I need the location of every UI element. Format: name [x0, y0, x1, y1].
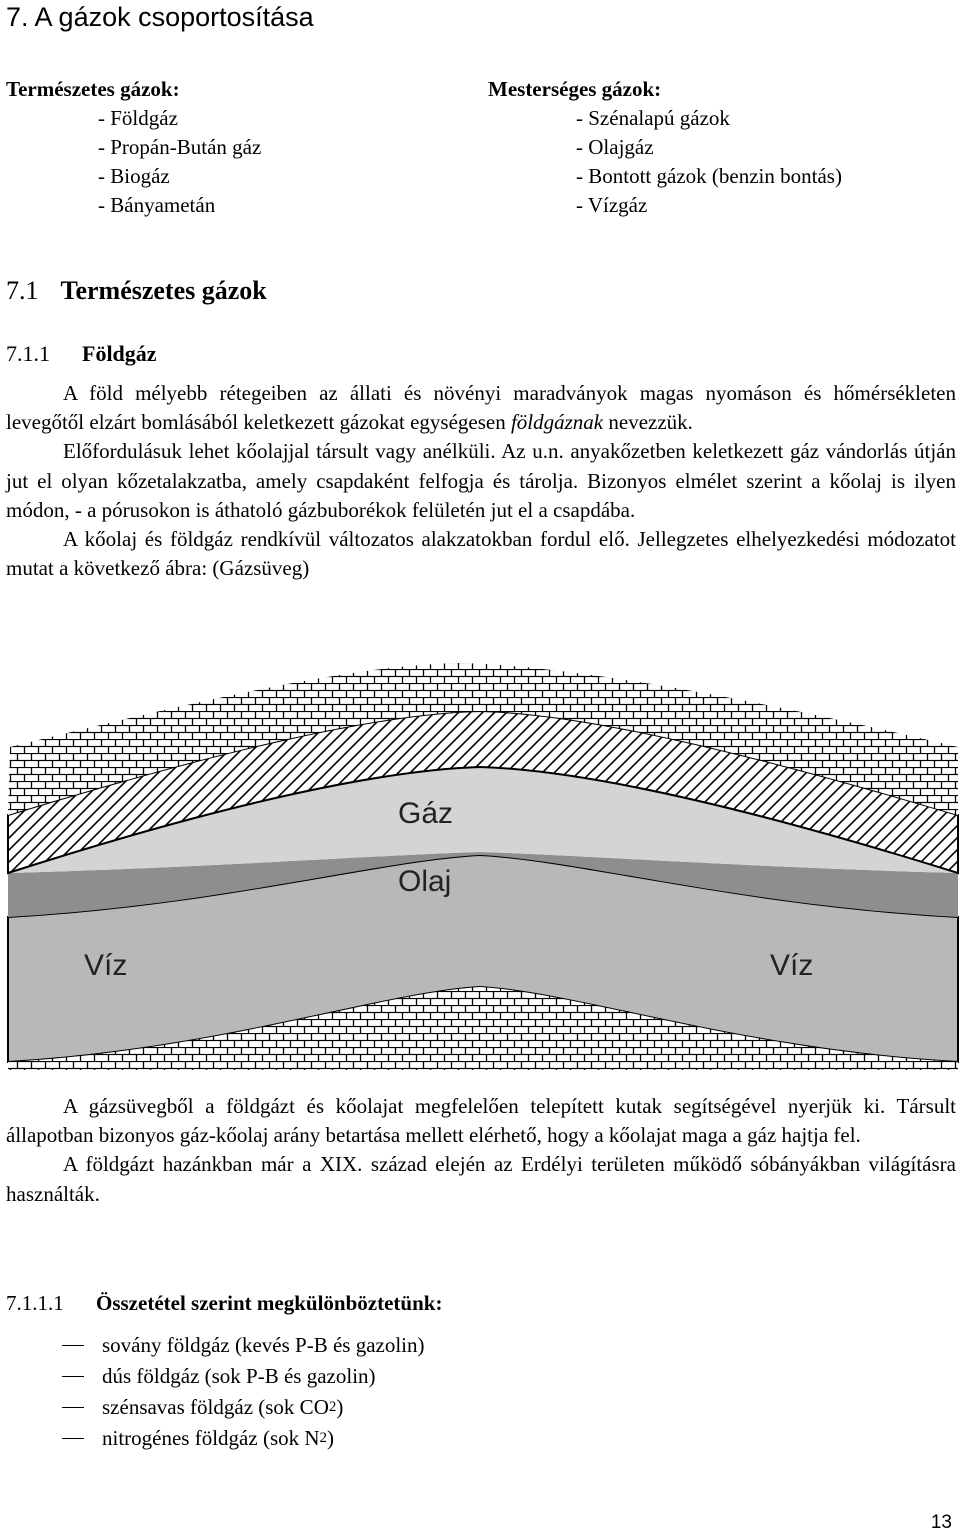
- paragraph-text: A föld mélyebb rétegeiben az állati és növényi maradványok magas nyomáson és hőmérsékleten levegőtől elzárt bomlásából keletkezett gázokat egységesen: [6, 381, 956, 435]
- artificial-gases-list: [576, 104, 842, 220]
- list-item: [62, 1330, 425, 1361]
- list-item: [62, 1361, 425, 1392]
- list-item: - Vízgáz: [576, 193, 648, 217]
- page-heading: 7. A gázok csoportosítása: [6, 2, 314, 32]
- item-text: ): [336, 1395, 344, 1419]
- list-item: - Biogáz: [98, 164, 170, 188]
- natural-gases-title: Természetes gázok:: [6, 77, 180, 101]
- paragraph: Előfordulásuk lehet kőolajjal társult vagy anélküli. Az u.n. anyakőzetben keletkezett gáz vándorlás útján jut el olyan kőzetalakzatba, amely csapdaként felfogja és tárolja. Bizonyos elmélet szerint a kőolaj is ilyen módon, - a pórusokon is áthatoló gázbuborékok felületén jut el a csapdába.: [6, 439, 956, 522]
- list-item: [62, 1423, 425, 1454]
- natural-gases-list: [98, 104, 261, 220]
- item-text: ): [327, 1426, 335, 1450]
- page-number: 13: [930, 1512, 952, 1533]
- list-item: - Földgáz: [98, 106, 178, 130]
- subsubsection-number: 7.1.1.1: [6, 1291, 64, 1315]
- dash-bullet: [62, 1376, 84, 1377]
- natural-gases-block: [6, 77, 261, 220]
- oil-label: Olaj: [398, 865, 452, 898]
- section-title: Természetes gázok: [60, 276, 267, 305]
- gas-label: Gáz: [398, 797, 454, 830]
- subscript: 2: [328, 1399, 337, 1415]
- list-item: [62, 1392, 425, 1423]
- body-text-top: [6, 379, 956, 583]
- artificial-gases-block: [488, 77, 842, 220]
- artificial-gases-title: Mesterséges gázok:: [488, 77, 662, 101]
- subsection-heading: [6, 341, 157, 367]
- gas-cap-figure: [0, 655, 960, 1070]
- composition-list: [62, 1330, 425, 1454]
- dash-bullet: [62, 1438, 84, 1439]
- subsection-title: Földgáz: [82, 341, 157, 366]
- section-heading: [6, 276, 267, 306]
- water-label-left: Víz: [84, 949, 128, 982]
- dash-bullet: [62, 1407, 84, 1408]
- paragraph: A kőolaj és földgáz rendkívül változatos alakzatokban fordul elő. Jellegzetes elhelyezkedési módozatot mutat a következő ábra: (Gázsüveg): [6, 527, 956, 581]
- paragraph: A gázsüvegből a földgázt és kőolajat megfelelően telepített kutak segítségével nyerjük ki. Társult állapotban bizonyos gáz-kőolaj arány betartása mellett elérhető, hogy a kőolajat maga a gáz hajtja fel.: [6, 1094, 956, 1148]
- item-text: dús földgáz (sok P-B és gazolin): [102, 1364, 376, 1388]
- list-item: - Propán-Bután gáz: [98, 135, 262, 159]
- subsubsection-heading: [6, 1291, 442, 1316]
- water-label-right: Víz: [770, 949, 814, 982]
- paragraph: A földgázt hazánkban már a XIX. század elején az Erdélyi területen működő sóbányákban világításra használták.: [6, 1152, 956, 1206]
- paragraph-text: nevezzük.: [603, 410, 693, 435]
- item-text: szénsavas földgáz (sok CO: [102, 1395, 329, 1419]
- dash-bullet: [62, 1345, 84, 1346]
- subsection-number: 7.1.1: [6, 341, 50, 366]
- paragraph: [6, 379, 956, 437]
- item-text: sovány földgáz (kevés P-B és gazolin): [102, 1333, 425, 1357]
- list-item: - Olajgáz: [576, 135, 654, 159]
- section-number: 7.1: [6, 276, 39, 305]
- emphasized-term: földgáznak: [510, 410, 604, 435]
- list-item: - Bányametán: [98, 193, 216, 217]
- subsubsection-title: Összetétel szerint megkülönböztetünk:: [96, 1291, 443, 1315]
- list-item: - Bontott gázok (benzin bontás): [576, 164, 842, 188]
- subscript: 2: [319, 1430, 328, 1446]
- item-text: nitrogénes földgáz (sok N: [102, 1426, 320, 1450]
- list-item: - Szénalapú gázok: [576, 106, 730, 130]
- body-text-bottom: [6, 1092, 956, 1209]
